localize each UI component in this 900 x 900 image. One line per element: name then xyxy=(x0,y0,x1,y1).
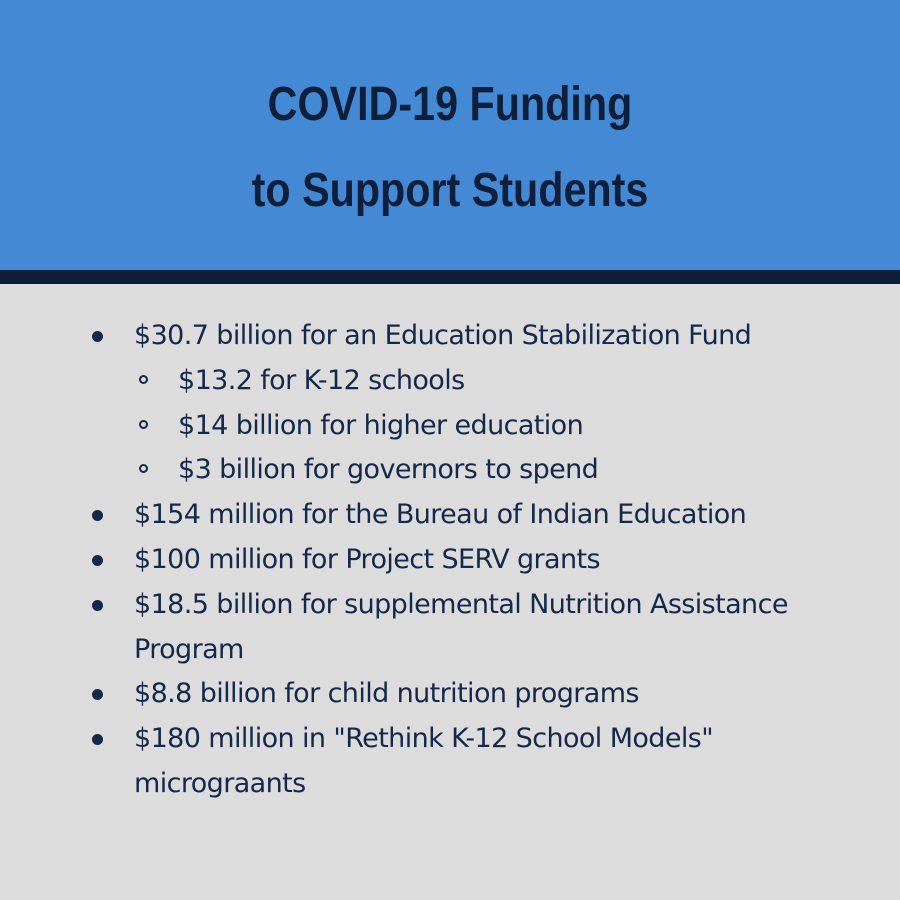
page-title xyxy=(63,62,837,234)
list-item xyxy=(134,314,834,493)
list-item: $154 million for the Bureau of Indian Education xyxy=(134,493,834,538)
list-item: $18.5 billion for supplemental Nutrition Assistance Program xyxy=(134,583,834,673)
sub-list-item: $14 billion for higher education xyxy=(178,404,834,449)
list-item: $180 million in "Rethink K-12 School Models" micrograants xyxy=(134,717,834,807)
sub-list xyxy=(134,359,834,493)
list-item: $100 million for Project SERV grants xyxy=(134,538,834,583)
header-divider xyxy=(0,270,900,284)
sub-list-item: $13.2 for K-12 schools xyxy=(178,359,834,404)
sub-list-item: $3 billion for governors to spend xyxy=(178,448,834,493)
list-item: $8.8 billion for child nutrition programs xyxy=(134,672,834,717)
funding-list xyxy=(134,314,834,807)
title-line-1: COVID-19 Funding xyxy=(267,78,633,131)
list-item-text: $30.7 billion for an Education Stabilization Fund xyxy=(134,320,752,351)
title-line-2: to Support Students xyxy=(251,164,649,217)
